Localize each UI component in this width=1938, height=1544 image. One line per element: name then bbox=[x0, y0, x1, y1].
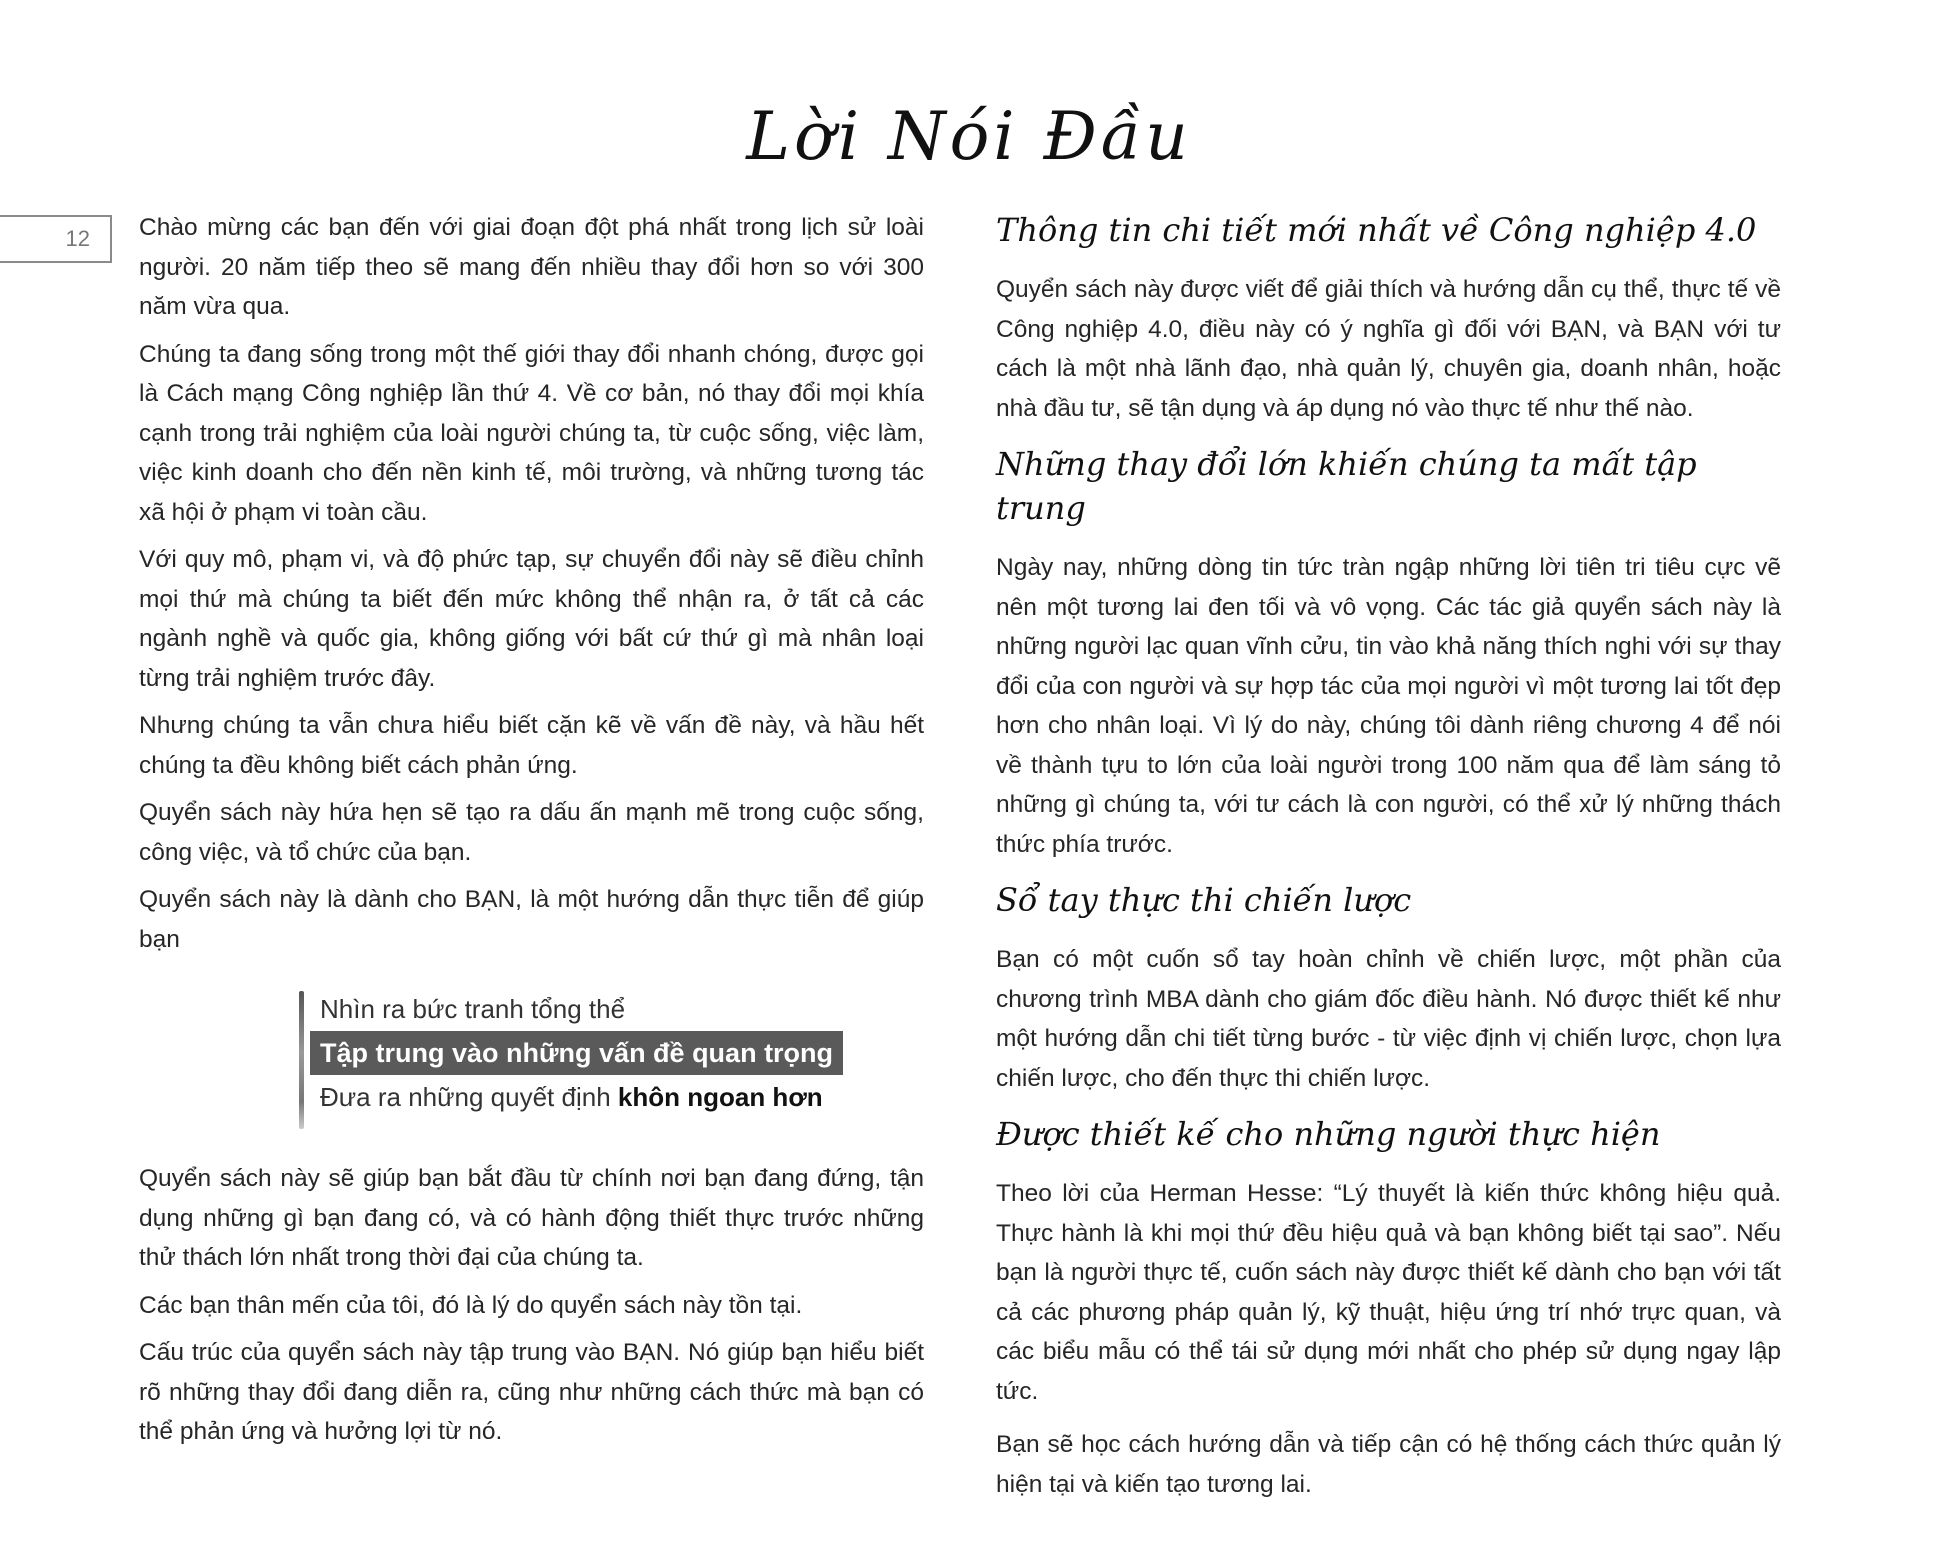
quote-line bbox=[320, 1075, 924, 1119]
section-paragraph: Ngày nay, những dòng tin tức tràn ngập những lời tiên tri tiêu cực vẽ nên một tương lai đen tối và vô vọng. Các tác giả quyển sách này là những người lạc quan vĩnh cửu, tin vào khả năng thích nghi với sự thay đổi của con người và sự hợp tác của mọi người vì một tương lai tốt đẹp hơn cho nhân loại. Vì lý do này, chúng tôi dành riêng chương 4 để nói về thành tựu to lớn của loài người trong 100 năm qua để làm sáng tỏ những gì chúng ta, với tư cách là con người, có thể xử lý những thách thức phía trước. bbox=[996, 554, 1781, 858]
body-paragraph: Cấu trúc của quyển sách này tập trung vào BẠN. Nó giúp bạn hiểu biết rõ những thay đổi đang diễn ra, cũng như những cách thức mà bạn có thể phản ứng và hưởng lợi từ nó. bbox=[139, 1339, 924, 1445]
quote-line: Nhìn ra bức tranh tổng thể bbox=[320, 994, 626, 1024]
section-heading: Thông tin chi tiết mới nhất về Công nghiệp 4.0 bbox=[996, 211, 1757, 249]
section-heading: Sổ tay thực thi chiến lược bbox=[996, 881, 1412, 919]
body-paragraph: Nhưng chúng ta vẫn chưa hiểu biết cặn kẽ về vấn đề này, và hầu hết chúng ta đều không biết cách phản ứng. bbox=[139, 712, 924, 779]
section-paragraph: Bạn sẽ học cách hướng dẫn và tiếp cận có hệ thống cách thức quản lý hiện tại và kiến tạo tương lai. bbox=[996, 1431, 1781, 1498]
body-paragraph: Quyển sách này sẽ giúp bạn bắt đầu từ chính nơi bạn đang đứng, tận dụng những gì bạn đang có, và có hành động thiết thực trước những thử thách lớn nhất trong thời đại của chúng ta. bbox=[139, 1165, 924, 1271]
body-paragraph: Quyển sách này hứa hẹn sẽ tạo ra dấu ấn mạnh mẽ trong cuộc sống, công việc, và tổ chức của bạn. bbox=[139, 799, 924, 866]
body-paragraph: Chúng ta đang sống trong một thế giới thay đổi nhanh chóng, được gọi là Cách mạng Công nghiệp lần thứ 4. Về cơ bản, nó thay đổi mọi khía cạnh trong trải nghiệm của loài người chúng ta, từ cuộc sống, việc làm, việc kinh doanh cho đến nền kinh tế, môi trường, và những tương tác xã hội ở phạm vi toàn cầu. bbox=[139, 340, 924, 526]
page-number: 12 bbox=[0, 215, 112, 263]
right-column bbox=[996, 208, 1781, 1518]
page-title: Lời Nói Đầu bbox=[746, 98, 1192, 175]
pull-quote bbox=[299, 987, 924, 1119]
section-paragraph: Theo lời của Herman Hesse: “Lý thuyết là kiến thức không hiệu quả. Thực hành là khi mọi thứ đều hiệu quả và bạn không biết tại sao”. Nếu bạn là người thực tế, cuốn sách này được thiết kế dành cho bạn với tất cả các phương pháp quản lý, kỹ thuật, hiệu ứng trí nhớ trực quan, và các biểu mẫu có thể tái sử dụng mới nhất cho phép sử dụng ngay lập tức. bbox=[996, 1180, 1781, 1405]
quote-line-text: Đưa ra những quyết định bbox=[320, 1082, 618, 1112]
section-heading: Những thay đổi lớn khiến chúng ta mất tập trung bbox=[996, 445, 1697, 527]
quote-bold-text: khôn ngoan hơn bbox=[617, 1082, 823, 1112]
quote-highlight: Tập trung vào những vấn đề quan trọng bbox=[310, 1031, 843, 1075]
section-paragraph: Bạn có một cuốn sổ tay hoàn chỉnh về chiến lược, một phần của chương trình MBA dành cho giám đốc điều hành. Nó được thiết kế như một hướng dẫn chi tiết từng bước - từ việc định vị chiến lược, chọn lựa chiến lược, cho đến thực thi chiến lược. bbox=[996, 946, 1781, 1092]
intro-paragraph: Chào mừng các bạn đến với giai đoạn đột phá nhất trong lịch sử loài người. 20 năm tiếp theo sẽ mang đến nhiều thay đổi hơn so với 300 năm vừa qua. bbox=[139, 214, 924, 320]
body-paragraph: Các bạn thân mến của tôi, đó là lý do quyển sách này tồn tại. bbox=[139, 1291, 803, 1319]
section-heading: Được thiết kế cho những người thực hiện bbox=[996, 1115, 1661, 1153]
left-column bbox=[139, 208, 924, 1460]
quote-brush-bar bbox=[299, 991, 304, 1129]
section-paragraph: Quyển sách này được viết để giải thích và hướng dẫn cụ thể, thực tế về Công nghiệp 4.0, điều này có ý nghĩa gì đối với BẠN, và BẠN với tư cách là một nhà lãnh đạo, nhà quản lý, chuyên gia, doanh nhân, hoặc nhà đầu tư, sẽ tận dụng và áp dụng nó vào thực tế như thế nào. bbox=[996, 276, 1781, 422]
body-paragraph: Quyển sách này là dành cho BẠN, là một hướng dẫn thực tiễn để giúp bạn bbox=[139, 886, 924, 953]
body-paragraph: Với quy mô, phạm vi, và độ phức tạp, sự chuyển đổi này sẽ điều chỉnh mọi thứ mà chúng ta biết đến mức không thể nhận ra, ở tất cả các ngành nghề và quốc gia, không giống với bất cứ thứ gì mà nhân loại từng trải nghiệm trước đây. bbox=[139, 546, 924, 692]
